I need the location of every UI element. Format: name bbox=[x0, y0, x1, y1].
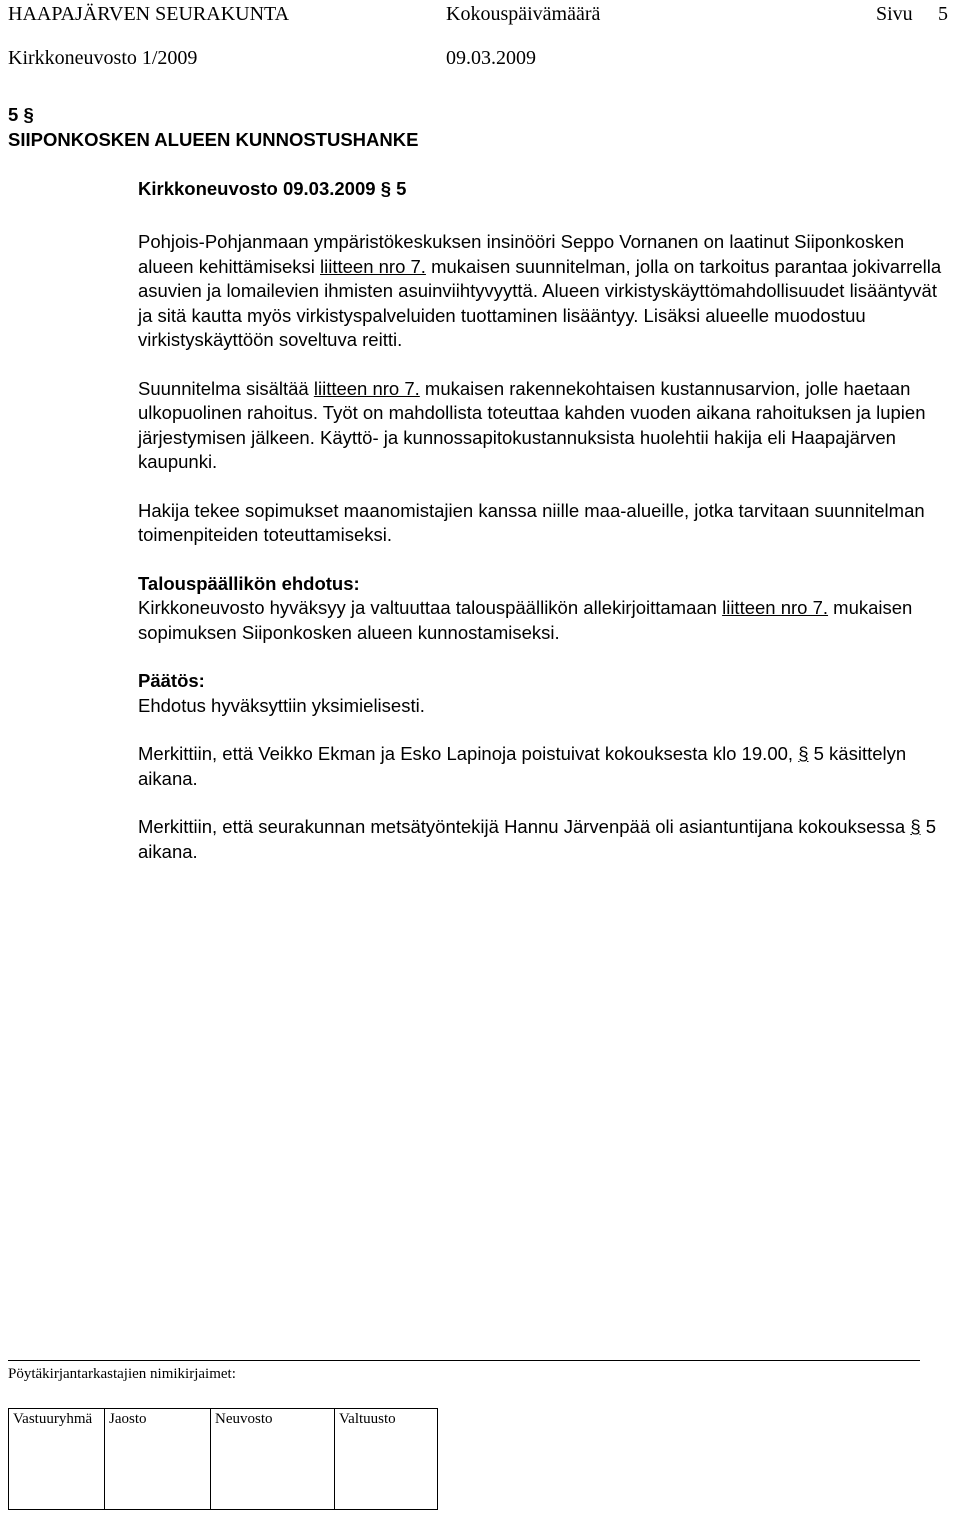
meeting-name: Kirkkoneuvosto 1/2009 bbox=[8, 47, 198, 69]
meeting-date-label: Kokouspäivämäärä bbox=[446, 3, 601, 25]
section-title: SIIPONKOSKEN ALUEEN KUNNOSTUSHANKE bbox=[8, 129, 419, 150]
section-subheading bbox=[138, 178, 406, 200]
subheading-ref: 5 bbox=[396, 178, 407, 199]
paragraph-sign: § bbox=[23, 104, 34, 125]
attachment-link[interactable]: liitteen nro 7. bbox=[313, 377, 420, 399]
attachment-link[interactable]: liitteen nro 7. bbox=[320, 255, 426, 277]
paragraph-sign: § bbox=[798, 743, 809, 764]
organization-name: HAAPAJÄRVEN SEURAKUNTA bbox=[8, 3, 290, 25]
signature-boxes bbox=[8, 1408, 438, 1510]
section-number-line bbox=[8, 104, 34, 126]
footer-divider bbox=[8, 1360, 920, 1361]
signatures-label: Pöytäkirjantarkastajien nimikirjaimet: bbox=[8, 1366, 236, 1382]
paragraph-decision: Ehdotus hyväksyttiin yksimielisesti. bbox=[138, 694, 425, 716]
signature-box-valtuusto: Valtuusto bbox=[335, 1409, 438, 1510]
paragraph-plan: Pohjois-Pohjanmaan ympäristökeskuksen insinööri Seppo Vornanen on laatinut Siiponkosken alueen kehittämiseksi liitteen nro 7. mukaisen suunnitelman, jolla on tarkoitus parantaa jokivarrella asuvien ja lomailevien ihmisten asuinviihtyvyyttä. Alueen virkistyskäyttömahdollisuudet lisääntyvät ja sitä kautta myös virkistyspalveluiden tuottaminen lisääntyy. Lisäksi alueelle muodostuu virkistyskäyttöön soveltuva reitti. bbox=[138, 231, 942, 350]
document-body bbox=[138, 230, 956, 864]
attachment-link[interactable]: liitteen nro 7. bbox=[722, 597, 829, 618]
paragraph-agreements: Hakija tekee sopimukset maanomistajien kanssa niille maa-alueille, jotka tarvitaan suunnitelman toimenpiteiden toteuttamiseksi. bbox=[138, 499, 925, 545]
section-number: 5 bbox=[8, 104, 19, 125]
paragraph-sign: § bbox=[910, 816, 921, 837]
paragraph-note-departure: Merkittiin, että Veikko Ekman ja Esko Lapinoja poistuivat kokouksesta klo 19.00, § 5 käsittelyn aikana. bbox=[138, 743, 907, 789]
decision-heading: Päätös: bbox=[138, 670, 205, 691]
page-number: 5 bbox=[938, 3, 948, 25]
signature-box-neuvosto: Neuvosto bbox=[211, 1409, 335, 1510]
paragraph-sign: § bbox=[380, 178, 391, 199]
meeting-date: 09.03.2009 bbox=[446, 47, 536, 69]
paragraph-note-expert: Merkittiin, että seurakunnan metsätyöntekijä Hannu Järvenpää oli asiantuntijana kokouksessa § 5 aikana. bbox=[138, 816, 937, 862]
paragraph-cost-estimate: Suunnitelma sisältää liitteen nro 7. mukaisen rakennekohtaisen kustannusarvion, jolle haetaan ulkopuolinen rahoitus. Työt on mahdollista toteuttaa kahden vuoden aikana rahoituksen ja lupien järjestymisen jälkeen. Käyttö- ja kunnossapitokustannuksista huolehtii hakija eli Haapajärven kaupunki. bbox=[138, 377, 926, 472]
signature-box-jaosto: Jaosto bbox=[105, 1409, 211, 1510]
page-label: Sivu bbox=[876, 3, 913, 25]
signature-box-vastuuryhma: Vastuuryhmä bbox=[9, 1409, 105, 1510]
paragraph-proposal: Kirkkoneuvosto hyväksyy ja valtuuttaa talouspäällikön allekirjoittamaan liitteen nro 7. mukaisen sopimuksen Siiponkosken alueen kunnostamiseksi. bbox=[138, 597, 913, 643]
proposal-heading: Talouspäällikön ehdotus: bbox=[138, 572, 360, 594]
subheading-text: Kirkkoneuvosto 09.03.2009 bbox=[138, 178, 376, 199]
